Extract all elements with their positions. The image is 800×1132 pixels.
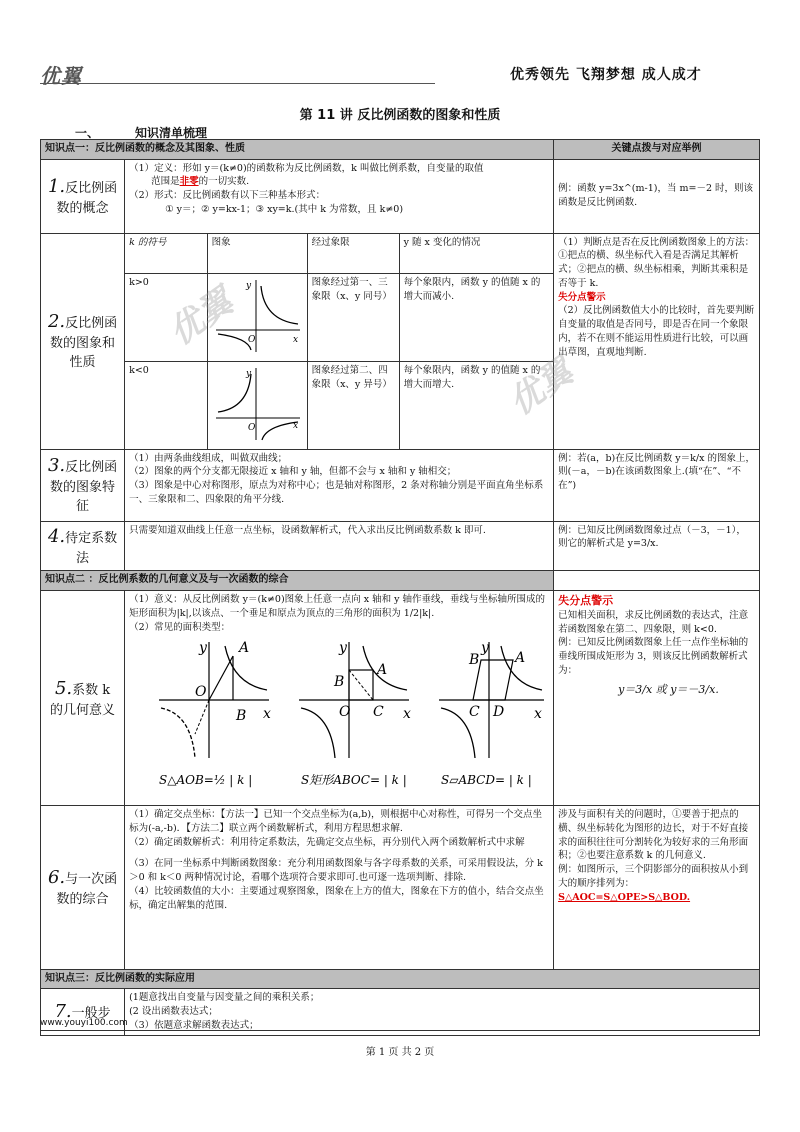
method-content: 只需要知道双曲线上任意一点坐标，设函数解析式，代入求出反比例函数系数 k 即可.	[125, 521, 554, 571]
svg-text:S△AOB=½ | k |: S△AOB=½ | k |	[159, 773, 253, 788]
svg-text:y: y	[245, 368, 251, 379]
linear-example: 涉及与面积有关的问题时，①要善于把点的横、纵坐标转化为图形的边长，对于不好直接求的面积往往可分割转化为较好求的三角形面积；②也要注意系数 k 的几何意义. 例：如图所示，三个阴影部分的面积按从小到大的顺序排列为： S△AOC=S△OPE>S△BOD.	[554, 805, 760, 969]
section-heading: 一、 知识清单梳理	[75, 126, 208, 140]
row-method	[41, 521, 760, 571]
kp3-header-row	[41, 969, 760, 989]
logo: 优翼	[40, 64, 82, 88]
concept-example: 例：函数 y=3x^(m-1)，当 m=－2 时，则该函数是反比例函数.	[554, 159, 760, 233]
method-example: 例：已知反比例函数图象过点（－3，－1），则它的解析式是 y=3/x.	[554, 521, 760, 571]
svg-text:A: A	[515, 650, 526, 667]
concept-name: 1.反比例函数的概念	[41, 159, 125, 233]
watermark-2: 优翼	[501, 351, 581, 424]
svg-text:O: O	[195, 684, 207, 701]
row-graph	[41, 233, 760, 449]
header-rule	[40, 83, 435, 84]
graph-example: （1）判断点是否在反比例函数图象上的方法：①把点的横、纵坐标代入看是否满足其解析式；②把点的横、纵坐标相乘，判断其乘积是否等于 k. 失分点警示 （2）反比例函数值大小的比较时，首先要判断自变量的取值是否同号，即是否在同一个象限内，若不在则不能运用性质进行比较，可以画出草图，直观地判断.	[554, 233, 760, 449]
graph-k-positive	[207, 274, 307, 362]
svg-text:O: O	[339, 704, 351, 721]
svg-text:C: C	[373, 704, 384, 721]
row-geometric	[41, 590, 760, 805]
features-name: 3.反比例函数的图象特征	[41, 449, 125, 521]
graph-k-negative	[207, 361, 307, 448]
svg-text:x: x	[534, 706, 542, 723]
area-figure-rectangle	[299, 640, 411, 787]
linear-content: （1）确定交点坐标：【方法一】已知一个交点坐标为(a,b)，则根据中心对称性，可得另一个交点坐标为(-a,-b)．【方法二】联立两个函数解析式，利用方程思想求解. （2）确定函数解析式：利用待定系数法，先确定交点坐标，再分别代入两个函数解析式中求解 （3）在同一坐标系中判断函数图象：充分利用函数图象与各字母系数的关系，可采用假设法，分 k＞0 和 k＜0 两种情况讨论，看哪个选项符合要求即可.也可逐一选项判断、排除. （4）比较函数值的大小：主要通过观察图象，图象在上方的值大，图象在下方的值小，结合交点坐标，确定出解集的范围.	[125, 805, 554, 969]
svg-text:y: y	[339, 640, 347, 657]
kp2-header-row	[41, 571, 760, 591]
concept-content: （1）定义：形如 y＝(k≠0)的函数称为反比例函数，k 叫做比例系数，自变量的取值 范围是非零的一切实数. （2）形式：反比例函数有以下三种基本形式： ① y＝；② y=kx-1；③ xy=k.(其中 k 为常数，且 k≠0)	[125, 159, 554, 233]
svg-text:A: A	[377, 662, 388, 679]
svg-text:O: O	[247, 335, 255, 345]
svg-text:S矩形ABOC= | k |: S矩形ABOC= | k |	[301, 773, 407, 788]
watermark-1: 优翼	[161, 281, 241, 354]
area-figure-parallelogram	[439, 640, 544, 787]
row-concept	[41, 159, 760, 233]
kp1-header-row	[41, 140, 760, 160]
svg-text:x: x	[292, 420, 298, 431]
kp3-header: 知识点三：反比例函数的实际应用	[41, 969, 760, 989]
svg-text:D: D	[493, 704, 505, 721]
geometric-example: 失分点警示 已知相关面积，求反比例函数的表达式，注意若函数图象在第二、四象限，则 k<0. 例：已知反比例函数图象上任一点作坐标轴的垂线所围成矩形为 3，则该反比例函数解析式为： y＝3/x 或 y＝－3/x.	[554, 590, 760, 805]
page-number: 第 1 页 共 2 页	[365, 1047, 435, 1058]
row-linear	[41, 805, 760, 969]
geometric-content: （1）意义：从反比例函数 y＝(k≠0)图象上任意一点向 x 轴和 y 轴作垂线，垂线与坐标轴所围成的矩形面积为|k|,以该点、一个垂足和原点为顶点的三角形的面积为 1/2|k|. （2）常见的面积类型： y x O B A S△AOB=½ | k | y x O B C A S矩形ABOC= | k | y x C D B A S▱ABCD= | k |	[125, 590, 554, 805]
area-figure-triangle	[159, 640, 271, 787]
hyperbola-positive-svg	[208, 274, 306, 356]
features-example: 例：若(a，b)在反比例函数 y＝k/x 的图象上，则(－a，－b)在该函数图象上.(填“在”、“不在”)	[554, 449, 760, 521]
svg-text:y: y	[199, 640, 207, 657]
graph-content: k 的符号 图象 经过象限 y 随 x 变化的情况 k>0 y x O 图象经过第一、三象限（x、y 同号） 每个象限内，函数 y 的值随 x 的增大而减小. k<0 y x O 图象经过第二、四象限（x、y 异号） 每个象限内，函数 y 的值随 x 的增大而增大.	[125, 233, 554, 449]
kp1-header: 知识点一：反比例函数的概念及其图象、性质	[41, 140, 554, 160]
geometric-name: 5.系数 k 的几何意义	[41, 590, 125, 805]
linear-name: 6.与一次函数的综合	[41, 805, 125, 969]
hyperbola-negative-svg	[208, 362, 306, 444]
svg-text:B: B	[236, 708, 247, 725]
footer-url: www.youyi100.com	[40, 1018, 128, 1028]
slogan: 优秀领先 飞翔梦想 成人成才	[510, 67, 702, 83]
method-name: 4.待定系数法	[41, 521, 125, 571]
area-types-svg	[129, 634, 549, 794]
svg-text:A: A	[239, 640, 250, 657]
svg-text:x: x	[263, 706, 271, 723]
svg-text:C: C	[469, 704, 480, 721]
svg-text:B: B	[334, 674, 345, 691]
svg-text:y: y	[245, 281, 251, 291]
graph-name: 2.反比例函数的图象和性质	[41, 233, 125, 449]
svg-text:S▱ABCD= | k |: S▱ABCD= | k |	[441, 773, 532, 788]
footer-rule	[40, 1030, 760, 1031]
right-header: 关键点拨与对应举例	[554, 140, 760, 160]
svg-text:B: B	[469, 652, 480, 669]
features-content: （1）由两条曲线组成，叫做双曲线； （2）图象的两个分支都无限接近 x 轴和 y 轴，但都不会与 x 轴和 y 轴相交； （3）图象是中心对称图形，原点为对称中心；也是轴对称图形，2 条对称轴分别是平面直角坐标系一、三象限和二、四象限的角平分线.	[125, 449, 554, 521]
page-title: 第 11 讲 反比例函数的图象和性质	[299, 108, 501, 123]
steps-name: 7.一般步	[41, 989, 125, 1035]
svg-text:x: x	[403, 706, 411, 723]
row-steps	[41, 989, 760, 1035]
knowledge-table	[40, 139, 760, 1036]
row-features	[41, 449, 760, 521]
svg-text:y: y	[481, 640, 489, 657]
svg-text:x: x	[292, 335, 298, 345]
svg-text:O: O	[247, 422, 255, 433]
kp2-header: 知识点二 ：反比例系数的几何意义及与一次函数的综合	[41, 571, 554, 591]
steps-content: (1题意找出自变量与因变量之间的乘积关系； (2 设出函数表达式； （3）依题意求解函数表达式；	[125, 989, 760, 1035]
